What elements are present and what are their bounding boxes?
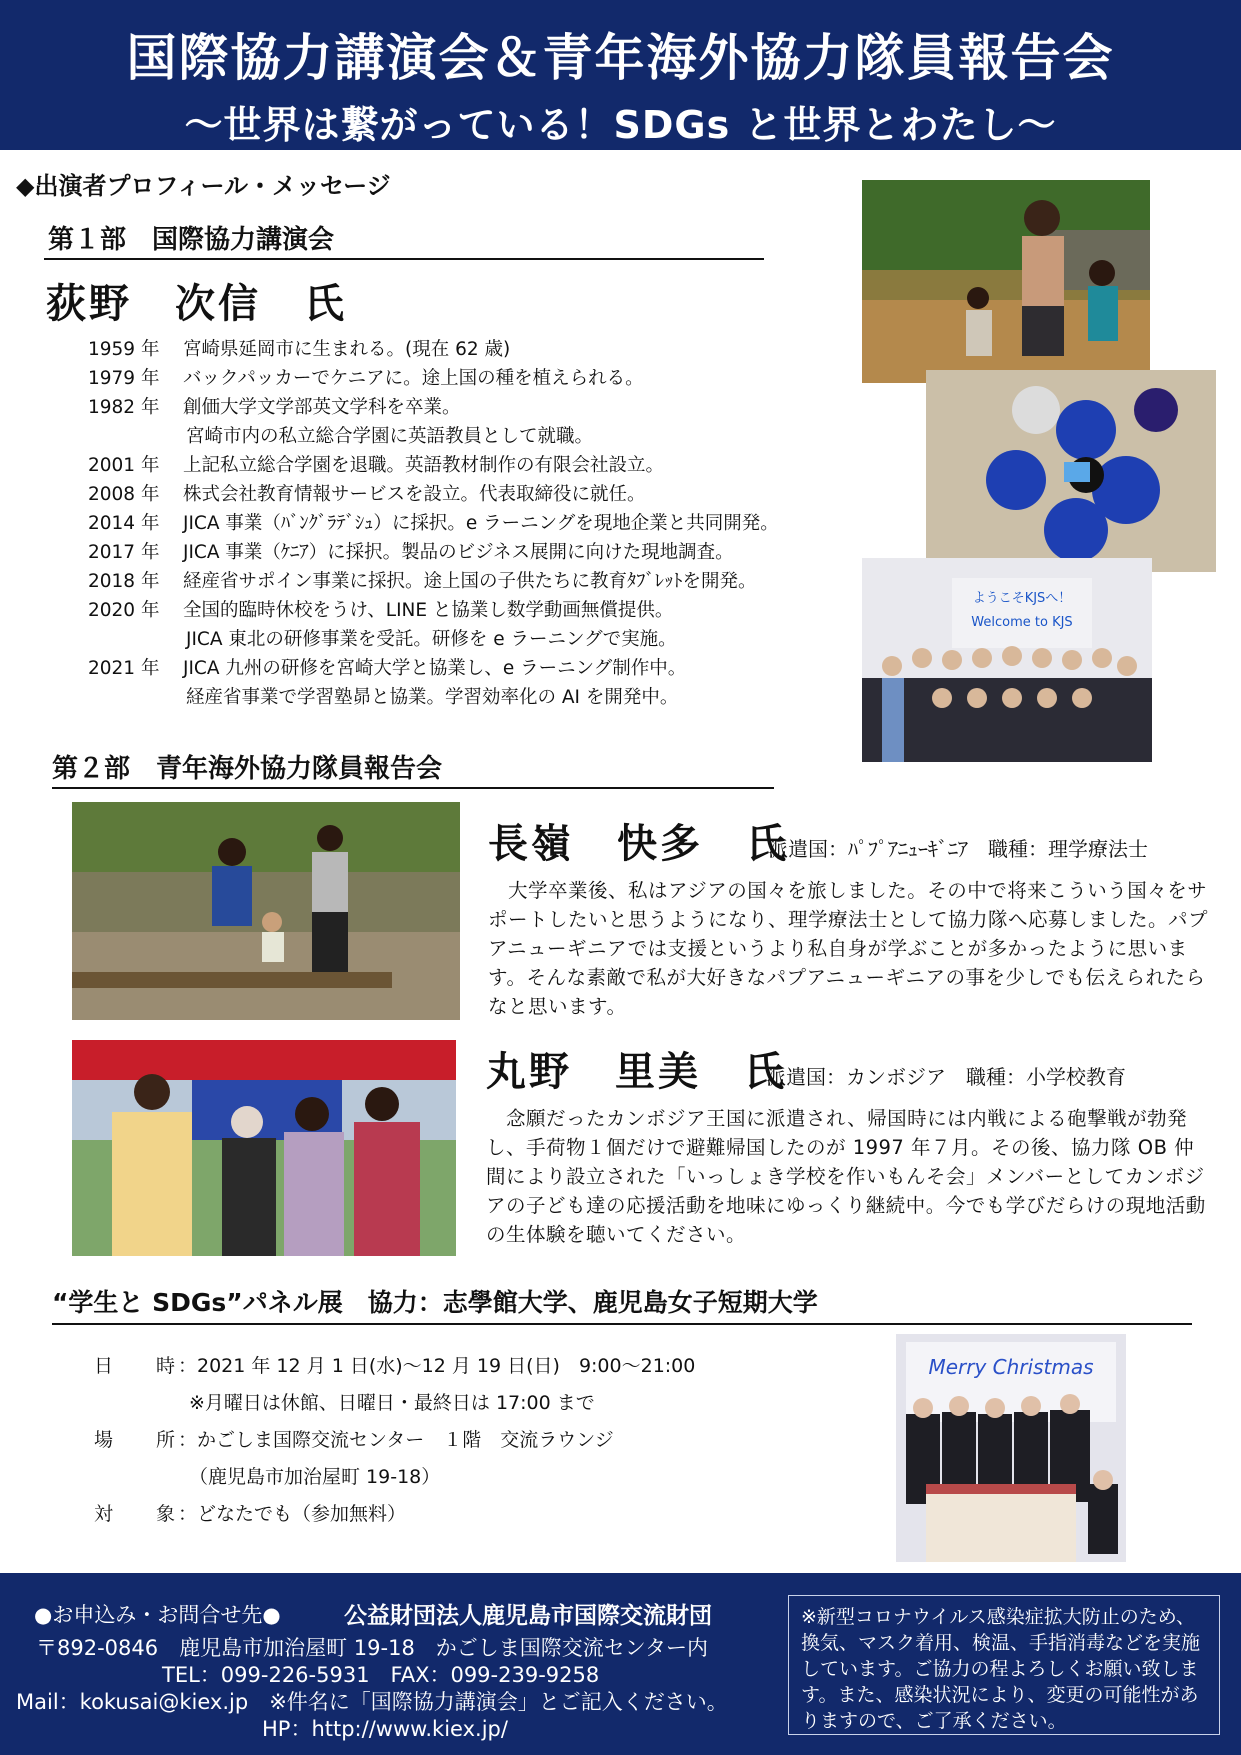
timeline-row [88,654,779,683]
date-row [94,1348,695,1385]
part1-rule [44,258,764,260]
date-label: 日 時 [94,1355,188,1377]
mail[interactable]: Mail：kokusai@kiex.jp ※件名に「国際協力講演会」とご記入ください。 [16,1690,728,1714]
part1-speaker-name: 荻野 次信 氏 [46,281,347,327]
timeline-text: 経産省事業で学習塾昴と協業。学習効率化の AI を開発中。 [186,687,679,708]
place-row [94,1422,695,1459]
page-subtitle: ～世界は繋がっている！SDGs と世界とわたし～ [184,103,1057,147]
timeline-text: バックパッカーでケニアに。途上国の種を植えられる。 [183,368,644,389]
footer [0,1573,1241,1755]
header-banner [0,0,1241,150]
place-label: 場 所 [94,1429,188,1451]
timeline-year: 2001 年 [88,455,160,476]
timeline-row [88,480,779,509]
target-row [94,1496,695,1533]
timeline-year: 2014 年 [88,513,160,534]
timeline-text: 経産省サポイン事業に採択。途上国の子供たちに教育ﾀﾌﾞﾚｯﾄを開発。 [183,571,757,592]
timeline-row [88,567,779,596]
org-name: 公益財団法人鹿児島市国際交流財団 [344,1603,712,1629]
speaker2-meta: 派遣国：カンボジア 職種：小学校教育 [766,1065,1126,1089]
photo-kenya-children [862,180,1150,383]
part1-timeline [88,335,779,712]
timeline-year: 1959 年 [88,339,160,360]
speaker2-name: 丸野 里美 氏 [486,1049,787,1095]
timeline-row [88,683,779,712]
timeline-row [88,364,779,393]
timeline-text: 宮崎県延岡市に生まれる。(現在 62 歳) [183,339,511,360]
panel-rule [52,1323,1192,1325]
part2-rule [52,787,774,789]
part2-heading: 第２部 青年海外協力隊員報告会 [52,754,443,784]
photo-cambodia-group [72,1040,456,1256]
timeline-row [88,335,779,364]
timeline-year: 2018 年 [88,571,160,592]
timeline-text: JICA 東北の研修事業を受託。研修を e ラーニングで実施。 [186,629,677,650]
photo-students-christmas [896,1334,1126,1562]
date-note: ※月曜日は休館、日曜日・最終日は 17:00 まで [189,1392,595,1414]
timeline-row [88,451,779,480]
panel-heading: “学生と SDGs”パネル展 協力：志學館大学、鹿児島女子短期大学 [52,1288,818,1317]
timeline-text: JICA 事業（ﾊﾞﾝｸﾞﾗﾃﾞｼｭ）に採択。e ラーニングを現地企業と共同開発。 [183,513,779,534]
timeline-year [88,625,183,654]
timeline-text: 株式会社教育情報サービスを設立。代表取締役に就任。 [183,484,646,505]
place-note: （鹿児島市加治屋町 19-18） [189,1466,441,1488]
timeline-text: JICA 九州の研修を宮崎大学と協業し、e ラーニング制作中。 [183,658,687,679]
timeline-year: 2008 年 [88,484,160,505]
photo-children-tablet [926,370,1216,572]
timeline-text: JICA 事業（ｹﾆｱ）に採択。製品のビジネス展開に向けた現地調査。 [183,542,734,563]
timeline-year: 1982 年 [88,397,160,418]
timeline-year: 2017 年 [88,542,160,563]
timeline-row [88,625,779,654]
speaker1-name: 長嶺 快多 氏 [488,821,789,867]
part1-heading: 第１部 国際協力講演会 [48,225,335,255]
page-title: 国際協力講演会＆青年海外協力隊員報告会 [126,29,1115,87]
timeline-text: 全国的臨時休校をうけ、LINE と協業し数学動画無償提供。 [183,600,674,621]
christmas-board-text: Merry Christmas [928,1355,1094,1379]
timeline-year: 1979 年 [88,368,160,389]
timeline-row [88,393,779,422]
address: 〒892-0846 鹿児島市加治屋町 19-18 かごしま国際交流センター内 [36,1636,708,1660]
timeline-text: 上記私立総合学園を退職。英語教材制作の有限会社設立。 [183,455,665,476]
covid-notice: ※新型コロナウイルス感染症拡大防止のため、換気、マスク着用、検温、手指消毒などを実施しています。ご協力の程よろしくお願い致します。また、感染状況により、変更の可能性がありますので、ご了承ください。 [788,1595,1220,1735]
event-info [94,1348,695,1533]
speaker1-meta: 派遣国：ﾊﾟﾌﾟｱﾆｭｰｷﾞﾆｱ 職種：理学療法士 [768,837,1148,861]
timeline-year: 2021 年 [88,658,160,679]
timeline-row [88,538,779,567]
speaker1-message: 大学卒業後、私はアジアの国々を旅しました。その中で将来こういう国々をサポートしたいと思うようになり、理学療法士として協力隊へ応募しました。パプアニューギニアでは支援というより私自身が学ぶことが多かったように思います。そんな素敵で私が大好きなパプアニューギニアの事を少しでも伝えられたらなと思います。 [488,879,1209,1018]
photo-kjs-group [862,558,1152,762]
homepage-link[interactable]: HP：http://www.kiex.jp/ [262,1717,508,1741]
photo-png-activity [72,802,460,1020]
timeline-row [88,422,779,451]
speaker2-message: 念願だったカンボジア王国に派遣され、帰国時には内戦による砲撃戦が勃発し、手荷物１個だけで避難帰国したのが 1997 年７月。その後、協力隊 OB 仲間により設立された「いっしょき学校を作いもんそ会」メンバーとしてカンボジアの子ども達の応援活動を地味にゆっくり継続中。今でも学びだらけの現地活動の生体験を聴いてください。 [486,1107,1206,1246]
timeline-text: 宮崎市内の私立総合学園に英語教員として就職。 [186,426,594,447]
timeline-year [88,683,183,712]
target-value: ：どなたでも（参加無料） [178,1503,407,1525]
timeline-row [88,509,779,538]
timeline-text: 創価大学文学部英文学科を卒業。 [183,397,461,418]
profile-heading: ◆出演者プロフィール・メッセージ [16,172,391,200]
date-value: ：2021 年 12 月 1 日(水)～12 月 19 日(日) 9:00～21:00 [178,1355,696,1377]
place-value: ：かごしま国際交流センター １階 交流ラウンジ [178,1429,614,1451]
tel-fax: TEL：099-226-5931 FAX：099-239-9258 [162,1663,600,1687]
timeline-year: 2020 年 [88,600,160,621]
timeline-row [88,596,779,625]
contact-label: ●お申込み・お問合せ先● [34,1603,281,1627]
target-label: 対 象 [94,1503,188,1525]
timeline-year [88,422,183,451]
welcome-sign-jp: ようこそKJSへ！ [972,591,1072,606]
welcome-sign-en: Welcome to KJS [971,615,1073,630]
